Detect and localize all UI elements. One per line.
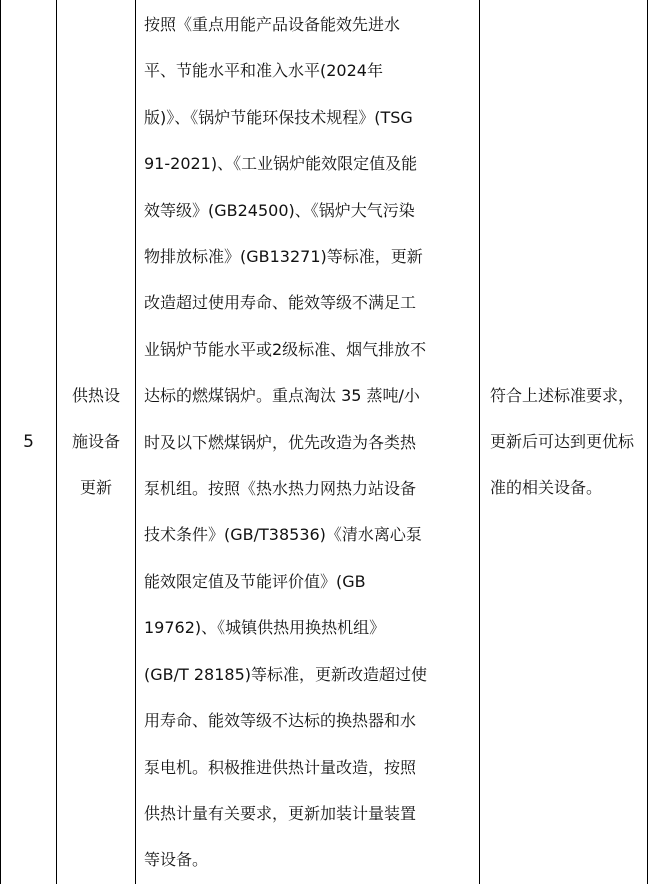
item-name-line: 施设备 <box>71 431 120 451</box>
content-line: 平、节能水平和准入水平(2024年 <box>144 61 383 81</box>
item-name-line: 更新 <box>79 477 112 497</box>
item-name-cell <box>57 0 136 884</box>
content-line: 泵电机。积极推进供热计量改造，按照 <box>144 757 417 777</box>
result-cell <box>480 0 648 884</box>
content-line: (GB/T 28185)等标准，更新改造超过使 <box>144 664 428 684</box>
content-line: 供热计量有关要求，更新加装计量装置 <box>144 803 417 823</box>
content-line: 达标的燃煤锅炉。重点淘汰 35 蒸吨/小 <box>144 386 420 406</box>
content-line: 版)》、《锅炉节能环保技术规程》(TSG <box>144 107 413 127</box>
content-line: 泵机组。按照《热水热力网热力站设备 <box>144 479 417 499</box>
content-line: 91-2021)、《工业锅炉能效限定值及能 <box>144 154 418 174</box>
result-line: 符合上述标准要求， <box>490 385 635 405</box>
content-line: 按照《重点用能产品设备能效先进水 <box>144 15 401 34</box>
table-row <box>1 0 648 884</box>
content-line: 物排放标准》(GB13271)等标准，更新 <box>144 247 423 267</box>
result-line: 更新后可达到更优标 <box>490 431 635 451</box>
content-line: 能效限定值及节能评价值》(GB <box>144 571 366 591</box>
content-cell <box>136 0 480 884</box>
content-line: 效等级》(GB24500)、《锅炉大气污染 <box>144 200 415 220</box>
content-line: 用寿命、能效等级不达标的换热器和水 <box>144 711 417 731</box>
content-line: 时及以下燃煤锅炉，优先改造为各类热 <box>144 432 417 452</box>
content-line: 等设备。 <box>144 850 209 870</box>
content-line: 技术条件》(GB/T38536)《清水离心泵 <box>144 525 422 545</box>
result-line: 准的相关设备。 <box>490 477 603 497</box>
content-line: 业锅炉节能水平或2级标准、烟气排放不 <box>144 339 427 359</box>
content-line: 19762)、《城镇供热用换热机组》 <box>144 618 386 638</box>
content-text <box>144 0 473 884</box>
item-name-line: 供热设 <box>71 385 120 405</box>
content-line: 改造超过使用寿命、能效等级不满足工 <box>144 293 417 313</box>
row-number-cell <box>1 0 57 884</box>
row-number: 5 <box>23 431 34 452</box>
